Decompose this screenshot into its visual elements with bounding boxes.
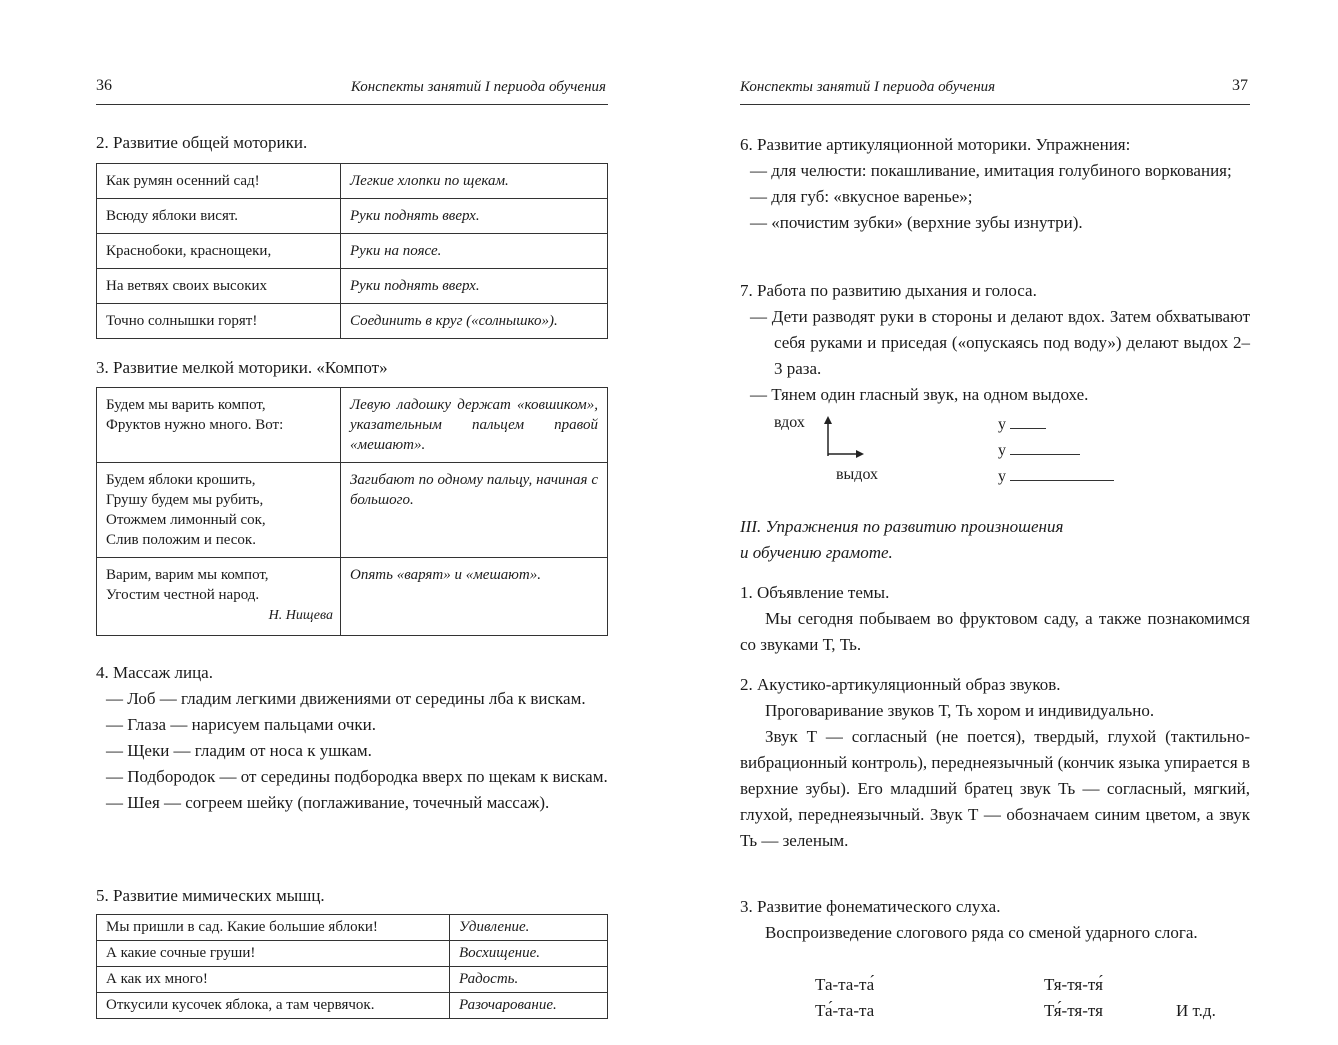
section-heading-3: 3. Развитие мелкой моторики. «Компот» xyxy=(96,358,388,377)
table-row: А как их много! Радость. xyxy=(97,967,608,993)
phonemic-section: 3. Развитие фонематического слуха. Воспроизведение слогового ряда со сменой ударного слога. xyxy=(740,894,1250,946)
breath-in-label: вдох xyxy=(774,414,805,431)
table-row: Варим, варим мы компот, Угостим честной народ. Н. Нищева Опять «варят» и «мешают». xyxy=(97,558,608,636)
section-heading-6: 6. Развитие артикуляционной моторики. Упражнения: xyxy=(740,135,1131,154)
etc-label: И т.д. xyxy=(1176,1001,1216,1020)
breathing-section xyxy=(740,278,1250,408)
running-title: Конспекты занятий I периода обучения xyxy=(350,79,606,95)
table-row: Будем яблоки крошить, Грушу будем мы рубить, Отожмем лимонный сок, Слив положим и песок. Загибают по одному пальцу, начиная с большого. xyxy=(97,463,608,558)
table-row: Краснобоки, краснощеки, Руки на поясе. xyxy=(97,234,608,269)
running-title: Конспекты занятий I периода обучения xyxy=(740,79,996,95)
syllable-row-1a: Та-та-та́ xyxy=(815,975,875,994)
list-item: — для челюсти: покашливание, имитация голубиного воркования; xyxy=(750,161,1232,180)
list-item: — Дети разводят руки в стороны и делают вдох. Затем обхватывают себя руками и приседая («опускаясь под воду») делают выдох 2–3 раза. xyxy=(750,307,1250,378)
vowel-line-short: у xyxy=(998,414,1046,434)
articulation-section xyxy=(740,132,1250,236)
breath-out-label: выдох xyxy=(836,466,879,483)
list-item: — Щеки — гладим от носа к ушкам. xyxy=(106,741,372,760)
part-3-title: III. Упражнения по развитию произношения и обучению грамоте. xyxy=(740,517,1064,562)
section-heading-4: 4. Массаж лица. xyxy=(96,663,213,682)
table-row: Точно солнышки горят! Соединить в круг («солнышко»). xyxy=(97,304,608,339)
list-item: — для губ: «вкусное варенье»; xyxy=(750,187,973,206)
section-heading-p3: 3. Развитие фонематического слуха. xyxy=(740,897,1001,916)
table-row: А какие сочные груши! Восхищение. xyxy=(97,941,608,967)
syllable-row-2a: Та́-та-та xyxy=(815,1001,875,1020)
table-row: Откусили кусочек яблока, а там червячок. Разочарование. xyxy=(97,993,608,1019)
page-number: 37 xyxy=(1232,77,1248,94)
table-row: На ветвях своих высоких Руки поднять вверх. xyxy=(97,269,608,304)
section-heading-2: 2. Развитие общей моторики. xyxy=(96,133,308,152)
vowel-line-long: у xyxy=(998,466,1114,486)
table-row: Как румян осенний сад! Легкие хлопки по щекам. xyxy=(97,164,608,199)
list-item: — Глаза — нарисуем пальцами очки. xyxy=(106,715,376,734)
poem-author: Н. Нищева xyxy=(268,608,333,623)
sound-image-section: 2. Акустико-артикуляционный образ звуков. Проговаривание звуков Т, Ть хором и индивидуально. Звук Т — согласный (не поется), твердый, глухой (тактильно-вибрационный контроль), переднеязычный (кончик языка упирается в верхние зубы). Его младший братец звук Ть — согласный, мягкий, глухой, переднеязычный. Звук Т — обозначаем синим цветом, а звук Ть — зеленым. xyxy=(740,672,1250,854)
section-heading-p2: 2. Акустико-артикуляционный образ звуков. xyxy=(740,675,1061,694)
page-number: 36 xyxy=(96,77,112,94)
fine-motor-table xyxy=(96,387,608,636)
syllable-row-2b: Тя́-тя-тя xyxy=(1044,1001,1103,1020)
list-item: — Лоб — гладим легкими движениями от середины лба к вискам. xyxy=(106,689,586,708)
vowel-line-medium: у xyxy=(998,440,1080,460)
left-running-header xyxy=(96,74,608,105)
list-item: — «почистим зубки» (верхние зубы изнутри). xyxy=(750,213,1083,232)
syllable-row-1b: Тя-тя-тя́ xyxy=(1044,975,1103,994)
table-row: Всюду яблоки висят. Руки поднять вверх. xyxy=(97,199,608,234)
section-heading-p1: 1. Объявление темы. xyxy=(740,583,890,602)
topic-section: 1. Объявление темы. Мы сегодня побываем во фруктовом саду, а также познакомимся со звуками Т, Ть. xyxy=(740,580,1250,658)
gross-motor-table xyxy=(96,163,608,339)
section-heading-7: 7. Работа по развитию дыхания и голоса. xyxy=(740,281,1037,300)
face-massage-section xyxy=(96,660,608,816)
section-heading-5: 5. Развитие мимических мышц. xyxy=(96,886,325,905)
list-item: — Тянем один гласный звук, на одном выдохе. xyxy=(750,385,1089,404)
breath-arrow-icon xyxy=(820,416,866,460)
right-running-header xyxy=(740,74,1250,105)
facial-muscles-table xyxy=(96,914,608,1019)
table-row: Мы пришли в сад. Какие большие яблоки! Удивление. xyxy=(97,915,608,941)
list-item: — Подбородок — от середины подбородка вверх по щекам к вискам. xyxy=(106,767,608,786)
list-item: — Шея — согреем шейку (поглаживание, точечный массаж). xyxy=(106,793,550,812)
table-row: Будем мы варить компот, Фруктов нужно много. Вот: Левую ладошку держат «ковшиком», указательным пальцем правой «мешают». xyxy=(97,388,608,463)
